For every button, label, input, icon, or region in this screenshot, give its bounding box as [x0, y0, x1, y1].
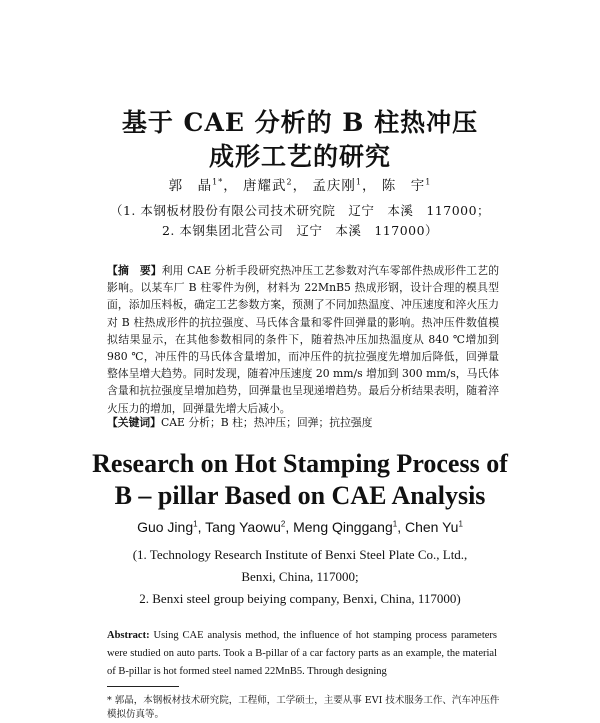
- abstract-label: 【摘 要】: [107, 264, 162, 277]
- footnote-divider: [107, 686, 179, 687]
- english-affiliation-1: (1. Technology Research Institute of Benxi Steel Plate Co., Ltd.,: [132, 547, 468, 562]
- author-name: 陈 宇: [381, 178, 426, 194]
- keywords-label: 【关键词】: [107, 416, 161, 429]
- author-sup: 1: [355, 177, 362, 187]
- footnote: * 郭晶，本钢板材技术研究院，工程师，工学硕士，主要从事 EVI 技术服务工作、汽车冲压件模拟仿真等。: [107, 695, 500, 720]
- author-separator: ,: [397, 519, 405, 535]
- author-name: Meng Qinggang: [293, 519, 393, 535]
- english-affiliation-3: 2. Benxi steel group beiying company, Benxi, China, 117000): [139, 591, 461, 606]
- author-name: Guo Jing: [137, 519, 194, 535]
- author-sup: 1: [392, 519, 398, 529]
- chinese-title-line-2: 成形工艺的研究: [208, 142, 391, 171]
- author-separator: ，: [223, 178, 238, 194]
- author-separator: ,: [197, 519, 206, 535]
- english-title-line-2: B – pillar Based on CAE Analysis: [114, 481, 486, 510]
- author-sup: 1: [458, 519, 463, 529]
- chinese-authors: [0, 174, 600, 194]
- english-title-line-1: Research on Hot Stamping Process of: [92, 449, 508, 478]
- author-sup: 2: [280, 519, 286, 529]
- author-separator: ,: [285, 519, 294, 535]
- author-name: 孟庆刚: [312, 178, 356, 194]
- abstract-text: 利用 CAE 分析手段研究热冲压工艺参数对汽车零部件热成形件工艺的影响。以某车厂 B 柱零件为例，材料为 22MnB5 热成形钢，设计合理的模具型面，添加压料板，确定工艺参数方案，预测了不同加热温度、冲压速度和淬火压力对 B 柱热成形件的抗拉强度、马氏体含量和零件回弹量的影响。热冲压件数值模拟结果显示，在其他参数相同的条件下，随着热冲压加热温度从 840 ℃增加到 980 ℃，冲压件的马氏体含量增加，而冲压件的抗拉强度先增加后降低，回弹量整体呈增大趋势。同时发现，随着冲压速度 20 mm/s 增加到 300 mm/s，马氏体含量和抗拉强度呈增加趋势，回弹量也呈现递增趋势。最后分析结果表明，随着淬火压力的增加，回弹量先增大后减小。: [107, 264, 499, 415]
- author-sup: 1*: [212, 177, 224, 187]
- author-sup: 1: [193, 519, 198, 529]
- author-name: 郭 晶: [168, 178, 213, 194]
- author-name: Tang Yaowu: [205, 519, 281, 535]
- chinese-title-line-1: 基于 CAE 分析的 B 柱热冲压: [121, 108, 479, 137]
- english-abstract: [107, 627, 497, 681]
- abstract-label: Abstract:: [107, 630, 150, 641]
- author-sup: 2: [286, 177, 293, 187]
- chinese-abstract: [107, 262, 499, 417]
- abstract-text: Using CAE analysis method, the influence of hot stamping process parameters were studied on auto parts. Took a B-pillar of a car factory parts as an example, the material of B-pillar is hot formed steel named 22MnB5. Through designing: [107, 630, 497, 677]
- author-name: Chen Yu: [404, 519, 459, 535]
- author-separator: ，: [292, 178, 308, 194]
- chinese-affiliation-1: （1. 本钢板材股份有限公司技术研究院 辽宁 本溪 117000；: [109, 203, 491, 218]
- english-affiliation-2: Benxi, China, 117000;: [241, 569, 359, 584]
- author-separator: ，: [361, 178, 377, 194]
- chinese-keywords: [107, 415, 499, 431]
- english-authors: [0, 519, 600, 535]
- chinese-affiliation-2: 2. 本钢集团北营公司 辽宁 本溪 117000）: [161, 223, 439, 238]
- author-sup: 1: [425, 177, 432, 187]
- author-name: 唐耀武: [243, 178, 287, 194]
- keywords-text: CAE 分析；B 柱；热冲压；回弹；抗拉强度: [160, 416, 373, 429]
